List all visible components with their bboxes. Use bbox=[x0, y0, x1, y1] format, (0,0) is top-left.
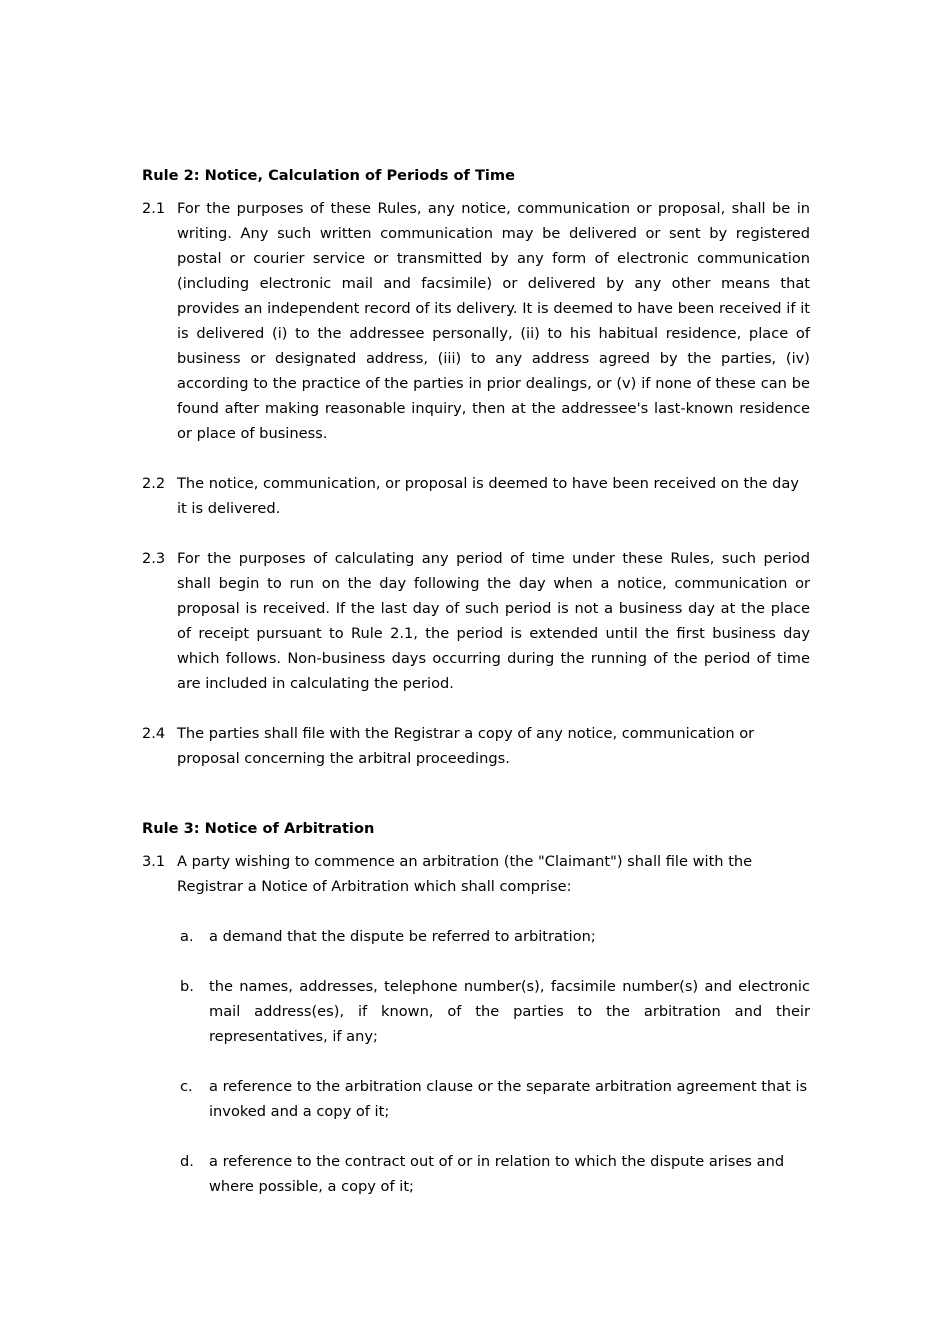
clause-number: 2.4 bbox=[142, 725, 166, 742]
list-item-text: a reference to the arbitration clause or the separate arbitration agreement that is invoked and a copy of it; bbox=[209, 1078, 808, 1120]
clause-text: For the purposes of these Rules, any notice, communication or proposal, shall be in writing. Any such written communication may be delivered or sent by registered postal or courier service or transmitted by any form of electronic communication (including electronic mail and facsimile) or delivered by any other means that provides an independent record of its delivery. It is deemed to have been received if it is delivered (i) to the addressee personally, (ii) to his habitual residence, place of business or designated address, (iii) to any address agreed by the parties, (iv) according to the practice of the parties in prior dealings, or (v) if none of these can be found after making reasonable inquiry, then at the addressee's last-known residence or place of business. bbox=[177, 200, 810, 442]
document-body bbox=[142, 163, 810, 1199]
list-item-marker: a. bbox=[180, 928, 194, 945]
clause-text: A party wishing to commence an arbitration (the "Claimant") shall file with the Registrar a Notice of Arbitration which shall comprise: bbox=[177, 853, 753, 895]
list-item-marker: c. bbox=[180, 1078, 193, 1095]
clause-number: 2.3 bbox=[142, 550, 166, 567]
list-item-text: a reference to the contract out of or in relation to which the dispute arises and where possible, a copy of it; bbox=[209, 1153, 785, 1195]
list-item bbox=[142, 974, 810, 1049]
section-heading-rule-2: Rule 2: Notice, Calculation of Periods of Time bbox=[142, 167, 516, 184]
list-item-marker: d. bbox=[180, 1153, 194, 1170]
clause-3-1-sublist bbox=[142, 924, 810, 1199]
list-item bbox=[142, 1149, 810, 1199]
list-item bbox=[142, 924, 810, 949]
list-item-marker: b. bbox=[180, 978, 194, 995]
list-item-text: the names, addresses, telephone number(s), facsimile number(s) and electronic mail address(es), if known, of the parties to the arbitration and their representatives, if any; bbox=[209, 978, 810, 1045]
clause-number: 3.1 bbox=[142, 853, 166, 870]
list-item bbox=[142, 1074, 810, 1124]
clause-text: The parties shall file with the Registrar a copy of any notice, communication or proposal concerning the arbitral proceedings. bbox=[177, 725, 755, 767]
clause-text: For the purposes of calculating any period of time under these Rules, such period shall begin to run on the day following the day when a notice, communication or proposal is received. If the last day of such period is not a business day at the place of receipt pursuant to Rule 2.1, the period is extended until the first business day which follows. Non-business days occurring during the running of the period of time are included in calculating the period. bbox=[177, 550, 810, 692]
clause-text: The notice, communication, or proposal is deemed to have been received on the day it is delivered. bbox=[177, 475, 799, 517]
clause-2-1 bbox=[142, 196, 810, 446]
clause-2-3 bbox=[142, 546, 810, 696]
clause-2-2 bbox=[142, 471, 810, 521]
clause-number: 2.1 bbox=[142, 200, 166, 217]
clause-2-4 bbox=[142, 721, 810, 771]
clause-number: 2.2 bbox=[142, 475, 166, 492]
section-heading-rule-3: Rule 3: Notice of Arbitration bbox=[142, 820, 375, 837]
list-item-text: a demand that the dispute be referred to arbitration; bbox=[209, 928, 596, 945]
clause-3-1 bbox=[142, 849, 810, 899]
